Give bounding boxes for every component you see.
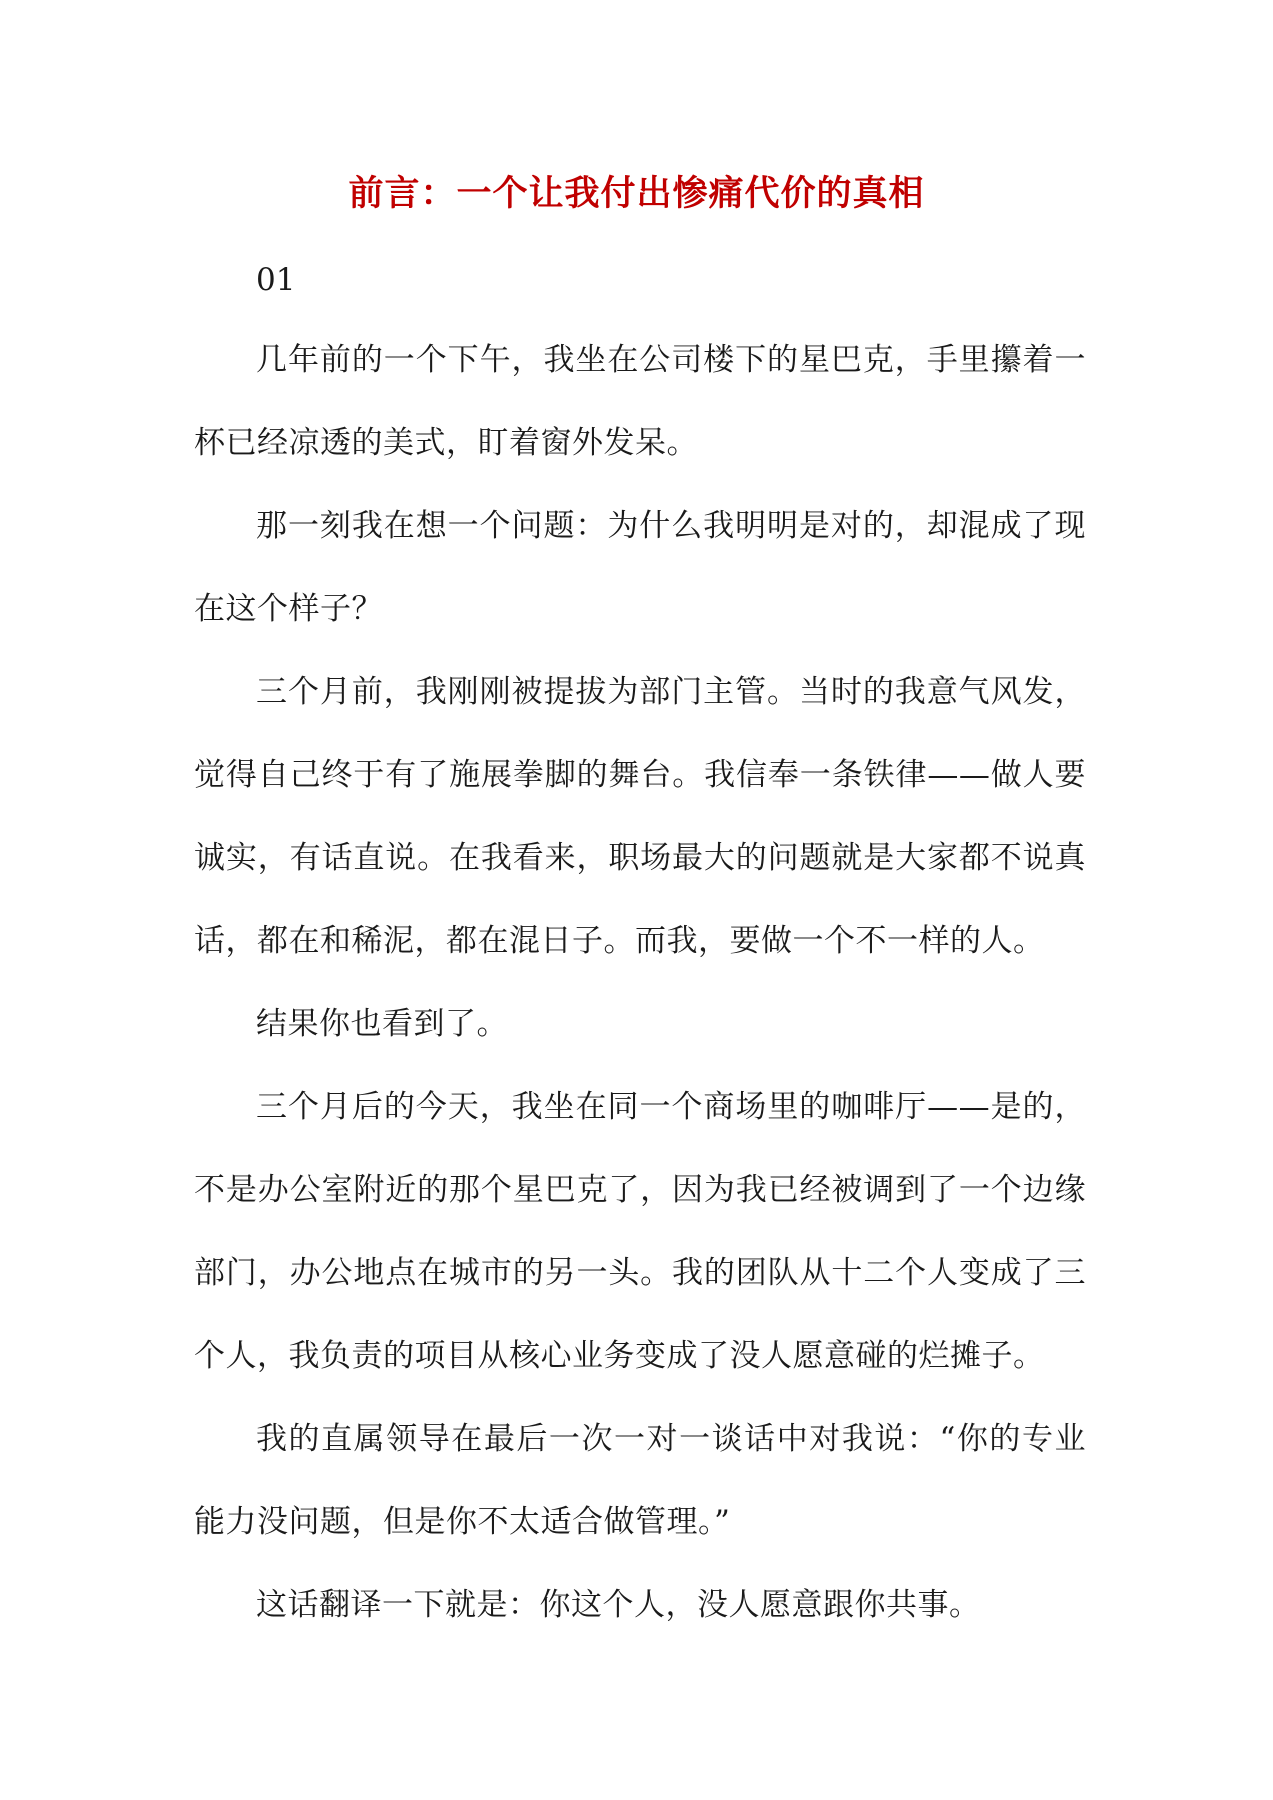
paragraph-4: 结果你也看到了。 <box>256 1006 508 1042</box>
paragraph-2: 那一刻我在想一个问题：为什么我明明是对的，却混成了现在这个样子？ <box>194 508 1086 627</box>
paragraph-6: 我的直属领导在最后一次一对一谈话中对我说：“你的专业能力没问题，但是你不太适合做管理。” <box>194 1421 1086 1540</box>
paragraph-3: 三个月前，我刚刚被提拔为部门主管。当时的我意气风发，觉得自己终于有了施展拳脚的舞台。我信奉一条铁律——做人要诚实，有话直说。在我看来，职场最大的问题就是大家都不说真话，都在和稀泥，都在混日子。而我，要做一个不一样的人。 <box>194 674 1086 959</box>
paragraph-1: 几年前的一个下午，我坐在公司楼下的星巴克，手里攥着一杯已经凉透的美式，盯着窗外发呆。 <box>194 342 1086 461</box>
paragraph-5: 三个月后的今天，我坐在同一个商场里的咖啡厅——是的，不是办公室附近的那个星巴克了，因为我已经被调到了一个边缘部门，办公地点在城市的另一头。我的团队从十二个人变成了三个人，我负责的项目从核心业务变成了没人愿意碰的烂摊子。 <box>194 1089 1086 1374</box>
page-title: 前言：一个让我付出惨痛代价的真相 <box>348 173 925 214</box>
paragraph-7: 这话翻译一下就是：你这个人，没人愿意跟你共事。 <box>256 1587 981 1623</box>
section-number: 01 <box>256 262 296 298</box>
